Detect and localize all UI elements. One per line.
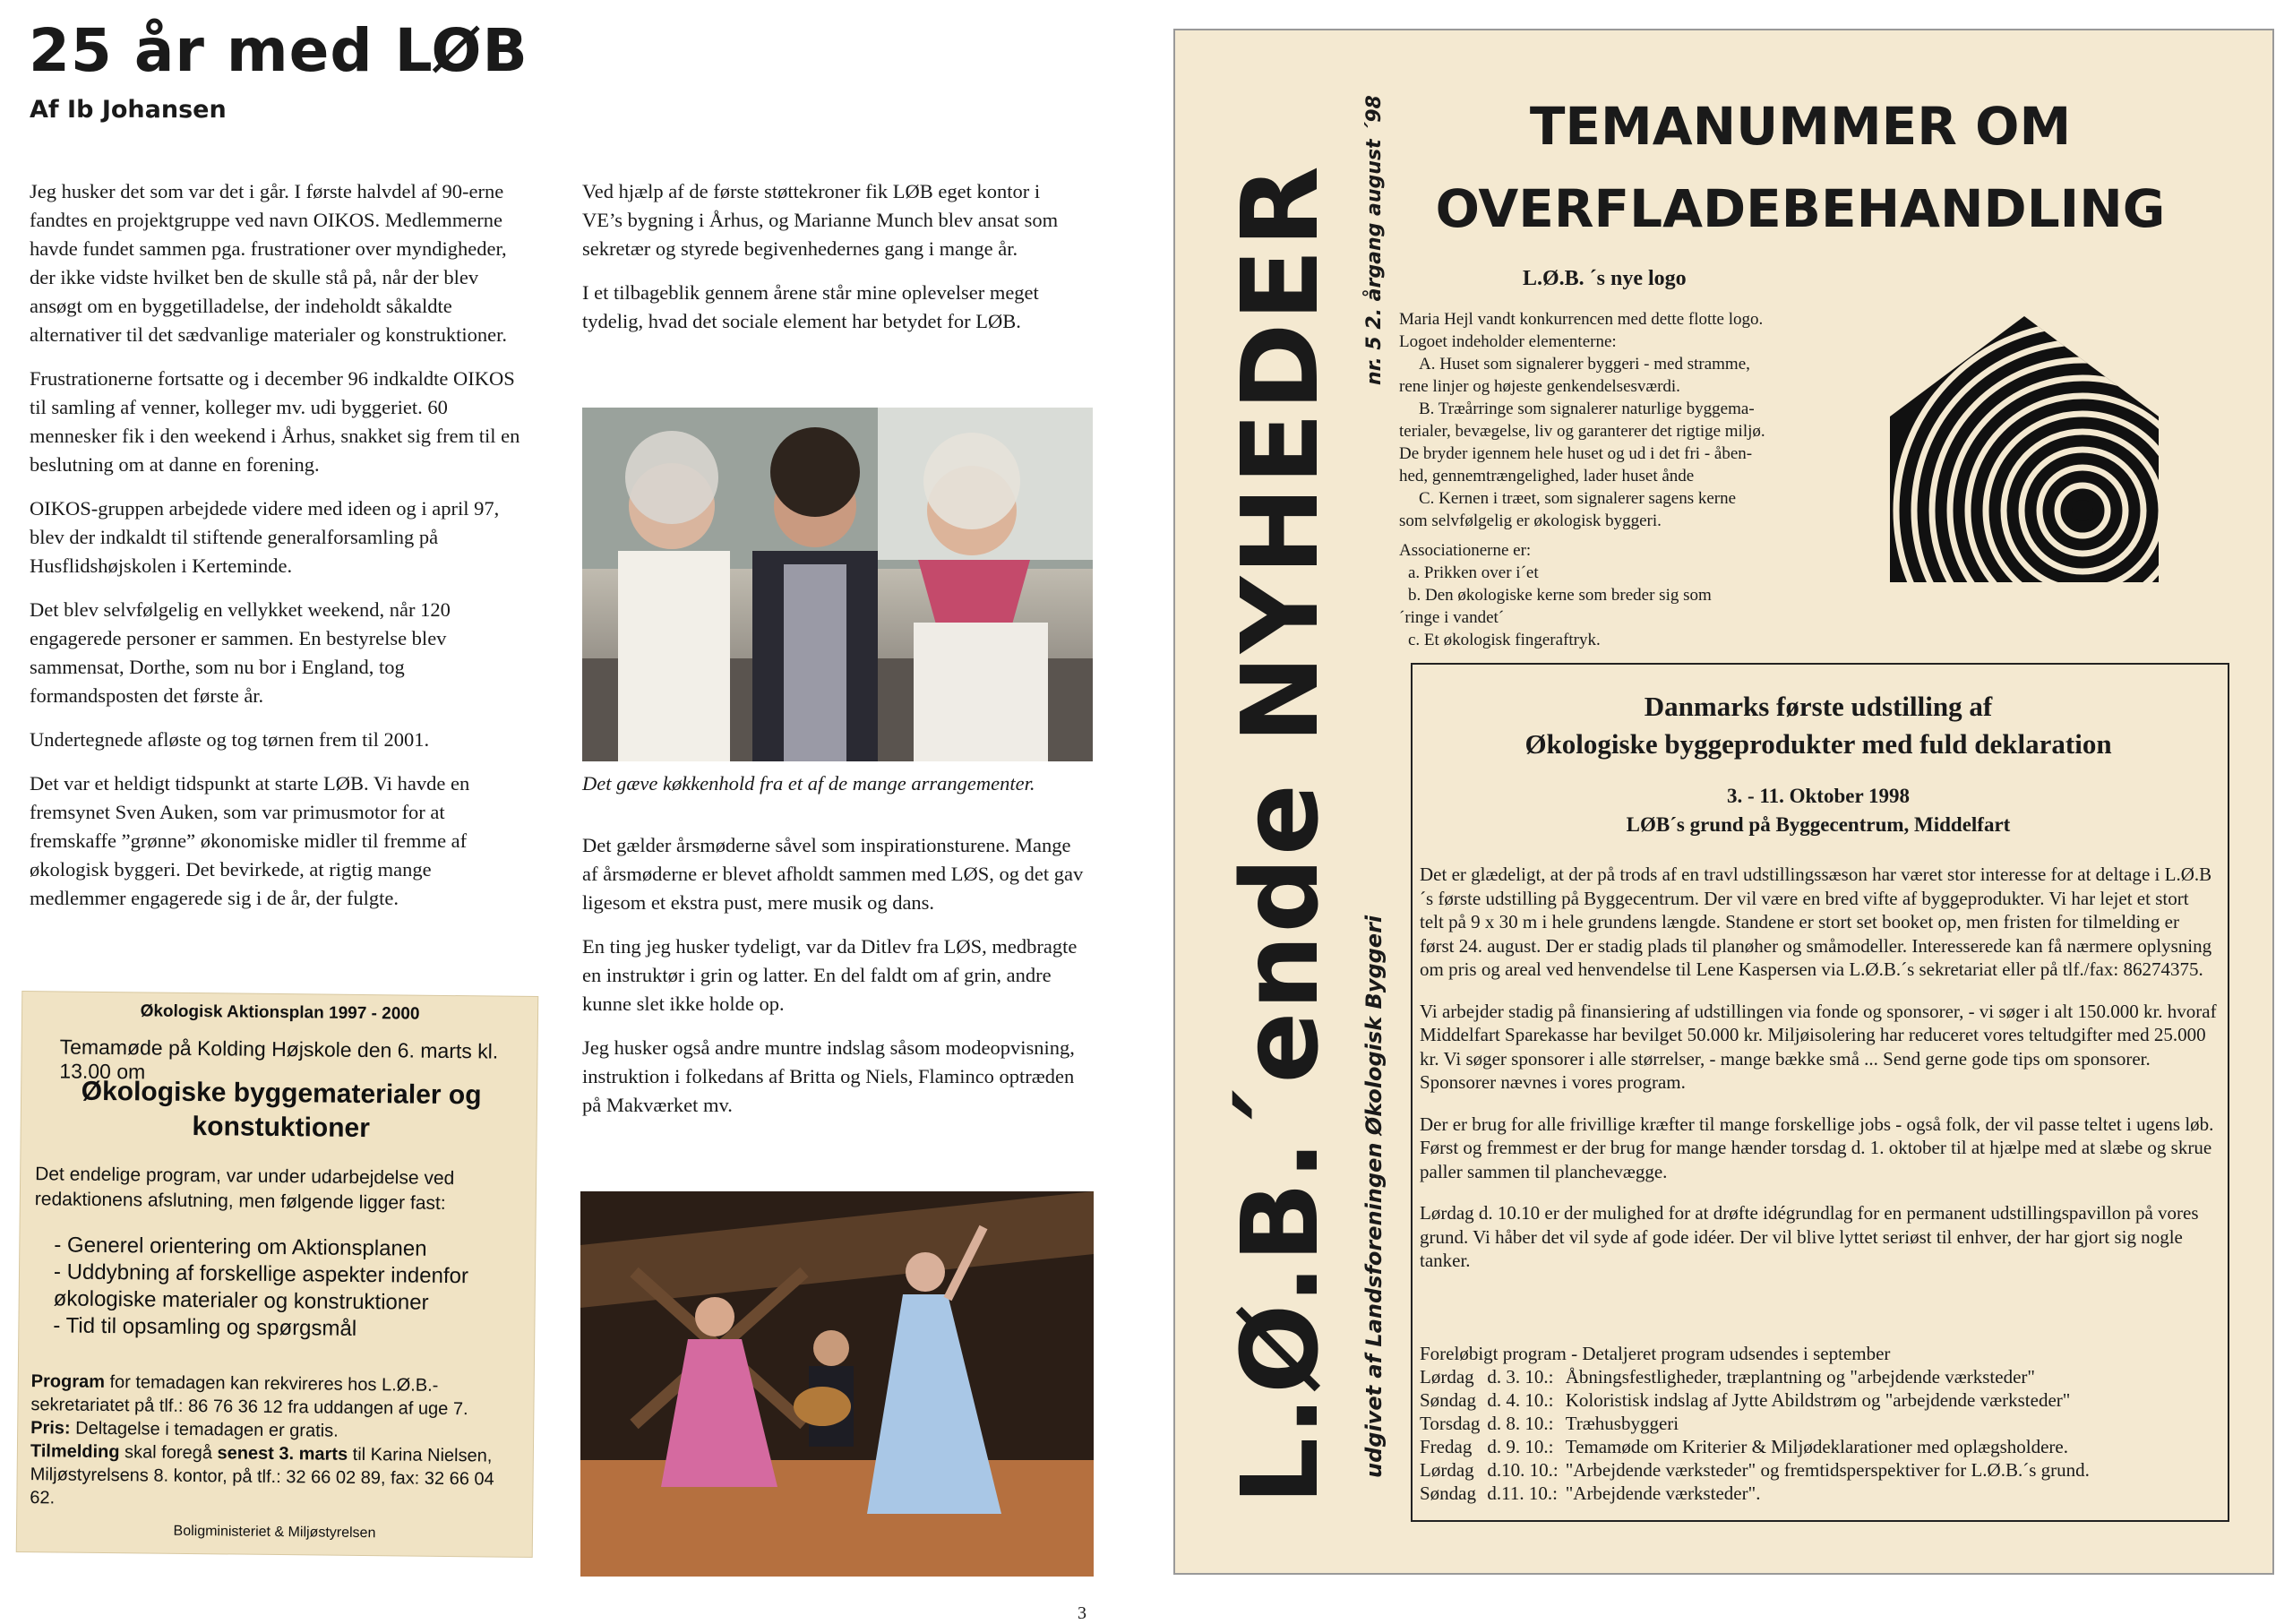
table-row <box>1420 1365 2097 1388</box>
paragraph: Det gælder årsmøderne såvel som inspirationsturene. Mange af årsmøderne er blevet afholdt sammen med LØS, og det gav ligesom et ekstra pust, mere musik og dans. <box>582 834 1084 914</box>
list-item: - Generel orientering om Aktionsplanen <box>54 1233 427 1261</box>
flamenco-photo <box>580 1191 1094 1577</box>
signup-text: skal foregå <box>124 1442 213 1464</box>
program-day: Lørdag <box>1420 1459 1474 1481</box>
newsletter-headline <box>1433 85 2168 250</box>
logo-line: som selvfølgelig er økologisk byggeri. <box>1399 511 1662 530</box>
program-date: d. 9. 10.: <box>1487 1436 1554 1457</box>
logo-line: terialer, bevægelse, liv og garanterer det rigtige miljø. <box>1399 422 1765 441</box>
exhibition-title-line: Danmarks første udstilling af <box>1644 691 1993 722</box>
exhibition-title <box>1411 688 2226 763</box>
byline: Af Ib Johansen <box>30 96 227 124</box>
logo-line: Logoet indeholder elementerne: <box>1399 332 1617 351</box>
paragraph: Jeg husker det som var det i går. I første halvdel af 90-erne fandtes en projektgruppe ved navn OIKOS. Medlemmerne havde fundet sammen pga. frustrationer over myndigheder, der ikke vidste hvilket ben de skulle stå på, når der blev ansøgt om en byggetilladelse, der indeholdt såkaldte alternativer til det sædvanlige materialer og konstruktioner. <box>30 180 507 346</box>
logo-line: De bryder igennem hele huset og ud i det fri - åben- <box>1399 444 1753 463</box>
program-date: d. 8. 10.: <box>1487 1413 1554 1434</box>
page-number: 3 <box>1078 1603 1086 1623</box>
logo-line: C. Kernen i træet, som signalerer sagens kerne <box>1419 489 1737 508</box>
program-event: Åbningsfestligheder, træplantning og "arbejdende værksteder" <box>1565 1366 2035 1388</box>
program-event: Træhusbyggeri <box>1565 1413 1679 1434</box>
paragraph: Det er glædeligt, at der på trods af en travl udstillingssæson har været stor interesse for at deltage i L.Ø.B´s første udstilling på Byggecentrum. Der vil være en bred vifte af byggeprodukter. Vi har lejet et stort telt på 9 x 30 m i hele grundens længde. Standene er stort set booket op, men fristen for tilmelding er først 24. august. Der er stadig plads til planøher og småmodeller. Interesserede kan få nærmere oplysning om pris og areal ved henvendelse til Lene Kaspersen via L.Ø.B.´s sekretariat eller på tlf./fax: 86274375. <box>1420 864 2212 980</box>
program-date: d. 4. 10.: <box>1487 1389 1554 1411</box>
logo-line: b. Den økologiske kerne som breder sig som <box>1408 586 1712 605</box>
clipping-intro: Det endelige program, var under udarbejdelse ved redaktionens afslutning, men følgende ligger fast: <box>34 1164 455 1214</box>
program-date: d.11. 10.: <box>1487 1482 1558 1504</box>
kitchen-team-photo <box>582 408 1093 761</box>
program-day: Søndag <box>1420 1389 1476 1411</box>
house-tree-rings-logo-icon <box>1881 309 2168 587</box>
paragraph: Det var et heldigt tidspunkt at starte LØB. Vi havde en fremsynet Sven Auken, som var primusmotor for at fremskaffe ”grønne” økonomiske midler til fremme af økologisk byggeri. Det bevirkede, at rigtig mange medlemmer engagerede sig i de år, der fulgte. <box>30 772 470 909</box>
logo-line: Maria Hejl vandt konkurrencen med dette flotte logo. <box>1399 310 1764 329</box>
program-event: Koloristisk indslag af Jytte Abildstrøm og "arbejdende værksteder" <box>1565 1389 2071 1411</box>
article-column-1 <box>30 177 531 928</box>
paragraph: Der er brug for alle frivillige kræfter til mange forskellige jobs - også folk, der vil passe teltet i ugens løb. Først og fremmest er der brug for mange hænder torsdag d. 1. oktober til at hjælpe med at slæbe og skrue paller sammen til planchevægge. <box>1420 1113 2214 1182</box>
price-label: Pris: <box>30 1418 71 1439</box>
newspaper-clipping-action-plan <box>17 992 538 1557</box>
article-title: 25 år med LØB <box>29 16 528 85</box>
table-row <box>1420 1482 2097 1505</box>
paragraph: I et tilbageblik gennem årene står mine oplevelser meget tydelig, hvad det sociale element har betydet for LØB. <box>582 281 1039 332</box>
paragraph: OIKOS-gruppen arbejdede videre med ideen og i april 97, blev der indkaldt til stiftende generalforsamling på Husflidshøjskolen i Kerteminde. <box>30 497 500 577</box>
paragraph: Det blev selvfølgelig en vellykket weekend, når 120 engagerede personer er sammen. En bestyrelse blev sammensat, Dorthe, som nu bor i England, tog formandsposten det første år. <box>30 598 451 707</box>
signup-deadline: senest 3. marts <box>217 1443 348 1465</box>
program-text: for temadagen kan rekvireres hos L.Ø.B.-sekretariatet på tlf.: 86 76 36 12 fra uddangen af uge 7. <box>30 1372 468 1420</box>
clipping-heading: Økologiske byggematerialer og konstuktioner <box>81 1076 482 1144</box>
logo-line: A. Huset som signalerer byggeri - med stramme, <box>1419 355 1750 374</box>
paragraph: Jeg husker også andre muntre indslag såsom modeopvisning, instruktion i folkedans af Britta og Niels, Flaminco optræden på Makværket mv. <box>582 1036 1075 1116</box>
table-row <box>1420 1458 2097 1482</box>
program-heading: Foreløbigt program - Detaljeret program udsendes i september <box>1420 1343 1891 1364</box>
program-label: Program <box>30 1371 106 1392</box>
logo-line: hed, gennemtrængelighed, lader huset ånde <box>1399 467 1695 485</box>
newsletter-issue: nr. 5 2. årgang august ´98 <box>1363 95 1386 385</box>
logo-description <box>1399 308 1865 651</box>
newsletter-masthead: L.Ø.B.´ende NYHEDER <box>1218 164 1342 1505</box>
program-table <box>1420 1365 2097 1505</box>
logo-line: Associationerne er: <box>1399 541 1532 560</box>
logo-line: c. Et økologisk fingeraftryk. <box>1408 631 1601 649</box>
program-day: Fredag <box>1420 1436 1473 1457</box>
paragraph: Undertegnede afløste og tog tørnen frem til 2001. <box>30 728 430 751</box>
program-date: d.10. 10.: <box>1487 1459 1559 1481</box>
article-column-2 <box>582 177 1084 351</box>
program-event: Temamøde om Kriterier & Miljødeklarationer med oplægsholdere. <box>1565 1436 2068 1457</box>
clipping-header: Økologisk Aktionsplan 1997 - 2000 <box>140 1001 420 1024</box>
clipping-footer: Boligministeriet & Miljøstyrelsen <box>173 1523 376 1542</box>
program-day: Søndag <box>1420 1482 1476 1504</box>
paragraph: Ved hjælp af de første støttekroner fik LØB eget kontor i VE’s bygning i Århus, og Marianne Munch blev ansat som sekretær og styrede begivenhedernes gang i mange år. <box>582 180 1059 260</box>
program-event: "Arbejdende værksteder". <box>1565 1482 1761 1504</box>
paragraph: Vi arbejder stadig på finansiering af udstillingen via fonde og sponsorer, - vi søger i alt 150.000 kr. hvoraf Middelfart Sparekasse har bevilget 50.000 kr. Miljøisolering har reduceret vores teltudgifter med 25.000 kr. Vi søger sponsorer i alle størrelser, - mange bække små ... Send gerne gode tips om sponsorer. Sponsorer nævnes i vores program. <box>1420 1000 2217 1093</box>
logo-line: a. Prikken over i´et <box>1408 563 1539 582</box>
program-date: d. 3. 10.: <box>1487 1366 1554 1388</box>
table-row <box>1420 1388 2097 1412</box>
clipping-meeting: Temamøde på Kolding Højskole den 6. marts kl. 13.00 om <box>59 1035 499 1084</box>
program-schedule <box>1420 1342 2217 1505</box>
list-item: - Uddybning af forskellige aspekter indenfor økologiske materialer og konstruktioner <box>53 1259 469 1315</box>
program-event: "Arbejdende værksteder" og fremtidsperspektiver for L.Ø.B.´s grund. <box>1565 1459 2090 1481</box>
logo-line: B. Træårringe som signalerer naturlige byggema- <box>1419 400 1755 418</box>
logo-line: ´ringe i vandet´ <box>1399 608 1505 627</box>
exhibition-title-line: Økologiske byggeprodukter med fuld deklaration <box>1524 728 2112 760</box>
price-text: Deltagelse i temadagen er gratis. <box>75 1418 339 1441</box>
table-row <box>1420 1435 2097 1458</box>
photo-caption: Det gæve køkkenhold fra et af de mange arrangementer. <box>582 772 1035 795</box>
paragraph: Lørdag d. 10.10 er der mulighed for at drøfte idégrundlag for en permanent udstillingspavillon på vores grund. Vi håber det vil syde af gode idéer. Der vil blive lyttet seriøst til enhver, der har gjort sig nogle tanker. <box>1420 1202 2199 1271</box>
exhibition-date-venue <box>1411 782 2226 839</box>
clipping-list <box>53 1232 502 1344</box>
program-day: Lørdag <box>1420 1366 1474 1388</box>
exhibition-body <box>1420 863 2217 1291</box>
table-row <box>1420 1412 2097 1435</box>
exhibition-dates: 3. - 11. Oktober 1998 <box>1726 785 1911 807</box>
logo-line: rene linjer og højeste genkendelsesværdi. <box>1399 377 1680 396</box>
headline-line-2: OVERFLADEBEHANDLING <box>1435 178 2166 239</box>
paragraph: Frustrationerne fortsatte og i december 96 indkaldte OIKOS til samling af venner, kolleger mv. udi byggeriet. 60 mennesker fik i den weekend i Århus, snakket sig frem til en beslutning om at danne en forening. <box>30 367 520 476</box>
newsletter-publisher: udgivet af Landsforeningen Økologisk Byggeri <box>1361 915 1387 1478</box>
exhibition-venue: LØB´s grund på Byggecentrum, Middelfart <box>1626 813 2011 836</box>
list-item: - Tid til opsamling og spørgsmål <box>53 1313 357 1341</box>
signup-label: Tilmelding <box>30 1441 120 1463</box>
headline-line-1: TEMANUMMER OM <box>1529 96 2072 157</box>
program-day: Torsdag <box>1420 1413 1481 1434</box>
signup-rest: til Karina Nielsen, Miljøstyrelsens 8. kontor, på tlf.: 32 66 02 89, fax: 32 66 04 62. <box>30 1444 494 1508</box>
logo-heading: L.Ø.B. ´s nye logo <box>1523 267 1687 290</box>
article-column-2-continued <box>582 831 1084 1135</box>
paragraph: En ting jeg husker tydeligt, var da Ditlev fra LØS, medbragte en instruktør i grin og latter. En del faldt om af grin, andre kunne slet ikke holde op. <box>582 935 1078 1015</box>
clipping-details <box>30 1370 515 1515</box>
